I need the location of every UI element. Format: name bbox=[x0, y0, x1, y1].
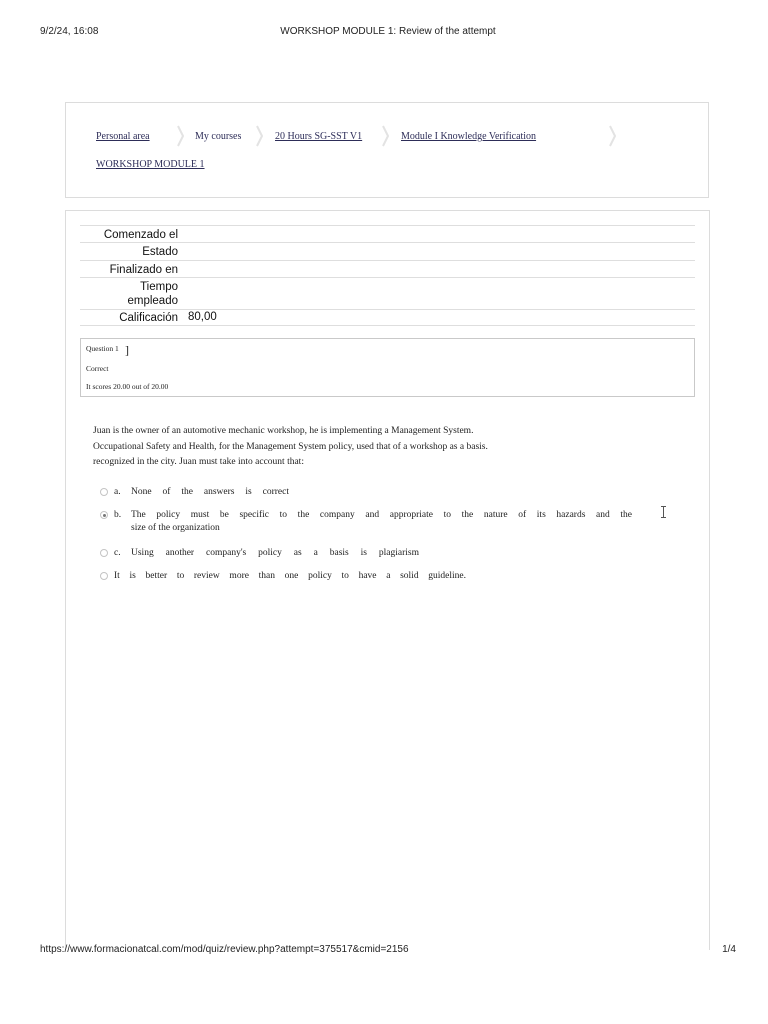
breadcrumb-personal-area[interactable]: Personal area bbox=[96, 131, 150, 142]
breadcrumb-workshop[interactable]: WORKSHOP MODULE 1 bbox=[96, 159, 205, 170]
answer-option-b[interactable] bbox=[100, 510, 632, 540]
question-text-line: recognized in the city. Juan must take into account that: bbox=[93, 457, 304, 467]
summary-grade-value: 80,00 bbox=[188, 311, 217, 323]
answer-option-a[interactable] bbox=[100, 487, 632, 501]
radio-button[interactable] bbox=[100, 549, 108, 557]
answer-letter: c. bbox=[114, 548, 121, 558]
breadcrumb-my-courses[interactable]: My courses bbox=[195, 131, 242, 142]
question-info-box bbox=[80, 338, 695, 397]
print-title: WORKSHOP MODULE 1: Review of the attempt bbox=[280, 26, 496, 37]
page-number: 1/4 bbox=[722, 944, 736, 955]
answer-option-c[interactable] bbox=[100, 548, 632, 562]
page-url: https://www.formacionatcal.com/mod/quiz/review.php?attempt=375517&cmid=2156 bbox=[40, 944, 409, 955]
radio-button-selected[interactable] bbox=[100, 511, 108, 519]
question-text bbox=[93, 424, 653, 471]
question-text-line: Occupational Safety and Health, for the Management System policy, used that of a workshop as a basis. bbox=[93, 441, 488, 452]
print-footer bbox=[40, 944, 736, 958]
question-number: Question 1 bbox=[86, 344, 119, 353]
summary-row-state bbox=[80, 242, 695, 260]
summary-label: Calificación bbox=[119, 312, 178, 324]
summary-row-started bbox=[80, 225, 695, 242]
summary-row-time-taken bbox=[80, 277, 695, 309]
answer-text-continuation: size of the organization bbox=[131, 523, 220, 533]
breadcrumb-module[interactable]: Module I Knowledge Verification bbox=[401, 131, 537, 142]
breadcrumb-separator-icon bbox=[609, 125, 617, 147]
summary-label: Estado bbox=[142, 246, 178, 258]
radio-button[interactable] bbox=[100, 488, 108, 496]
print-header bbox=[40, 26, 736, 40]
answer-letter: a. bbox=[114, 487, 121, 497]
breadcrumb-separator-icon bbox=[382, 125, 390, 147]
summary-label: Comenzado el bbox=[103, 229, 178, 241]
answer-text: Using another company's policy as a basis is plagiarism bbox=[131, 548, 419, 558]
summary-label: Tiempo empleado bbox=[127, 281, 178, 307]
breadcrumb bbox=[65, 102, 709, 198]
question-text-line: Juan is the owner of an automotive mechanic workshop, he is implementing a Management System. bbox=[93, 426, 474, 436]
summary-row-finished bbox=[80, 260, 695, 277]
breadcrumb-separator-icon bbox=[177, 125, 185, 147]
question-flag-marker: ] bbox=[125, 343, 129, 357]
question-state: Correct bbox=[86, 364, 109, 373]
radio-button[interactable] bbox=[100, 572, 108, 580]
answer-option-d[interactable] bbox=[100, 571, 632, 585]
summary-row-grade bbox=[80, 309, 695, 326]
summary-label: Finalizado en bbox=[109, 264, 178, 276]
answer-text: None of the answers is correct bbox=[131, 487, 289, 497]
breadcrumb-course[interactable]: 20 Hours SG-SST V1 bbox=[275, 131, 363, 142]
attempt-summary-table bbox=[80, 225, 695, 326]
answer-text: The policy must be specific to the company and appropriate to the nature of its hazards and the bbox=[131, 510, 632, 520]
answer-letter: b. bbox=[114, 510, 122, 520]
text-cursor-icon bbox=[663, 506, 664, 518]
breadcrumb-separator-icon bbox=[256, 125, 264, 147]
answer-text: It is better to review more than one policy to have a solid guideline. bbox=[114, 571, 466, 581]
print-datetime: 9/2/24, 16:08 bbox=[40, 26, 99, 37]
question-grade: It scores 20.00 out of 20.00 bbox=[86, 382, 169, 391]
